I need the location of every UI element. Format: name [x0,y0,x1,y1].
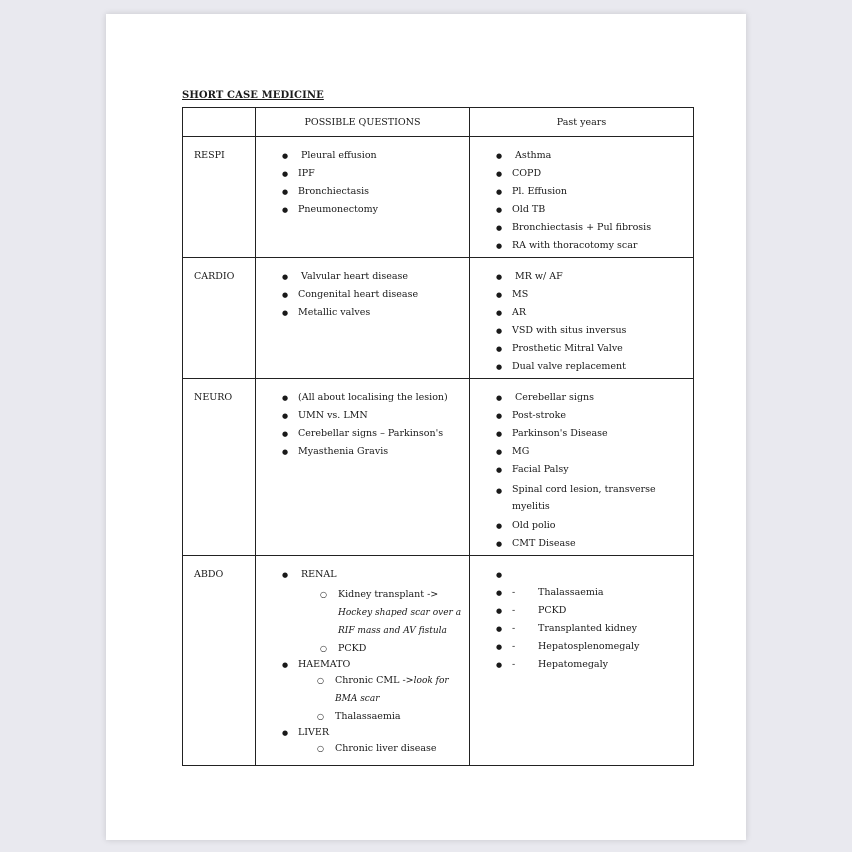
list-item [496,568,693,586]
list-item [496,604,693,622]
dash-mark: - [512,659,516,670]
kidney-transplant-text: Kidney transplant -> [338,589,439,600]
renal-label: RENAL [301,569,337,580]
list-item: ● Asthma [496,149,693,167]
table-row [183,556,694,766]
list-item: ● Cerebellar signs [496,391,693,409]
list-item: ● MS [496,288,693,306]
system-label: CARDIO [194,271,235,282]
short-case-table [182,107,694,766]
sub-list-item [317,672,469,708]
dash-mark: - [512,623,516,634]
questions-cell [256,137,470,258]
table-row [183,258,694,379]
list-item: ● Pl. Effusion [496,185,693,203]
system-label: ABDO [194,569,224,580]
table-row [183,137,694,258]
sub-list-item: ○ PCKD [320,640,469,658]
list-item [496,658,693,676]
system-label: RESPI [194,150,225,161]
list-item-text: Thalassaemia [538,587,604,598]
list-item: ● Pneumonectomy [282,203,469,221]
list-item: ● Prosthetic Mitral Valve [496,342,693,360]
list-item: ● MR w/ AF [496,270,693,288]
header-cell-questions: POSSIBLE QUESTIONS [256,108,470,137]
list-item: ● Old TB [496,203,693,221]
list-item: ● Old polio [496,519,693,537]
questions-cell [256,556,470,766]
document-page [106,14,746,840]
past-years-cell [470,258,694,379]
list-item [496,640,693,658]
list-item [282,658,469,726]
cml-text: Chronic CML -> [335,675,414,686]
list-item [282,726,469,758]
sub-list-item [320,586,469,640]
sub-list-item: ○ Thalassaemia [317,708,469,726]
list-item: ● COPD [496,167,693,185]
list-item: ● Post-stroke [496,409,693,427]
header-row [183,108,694,137]
questions-cell [256,258,470,379]
haemato-label: HAEMATO [298,659,351,670]
list-item [496,586,693,604]
list-item: ● Bronchiectasis + Pul fibrosis [496,221,693,239]
system-cell [183,258,256,379]
cml-note: look for BMA scar [335,676,449,704]
list-item: ● Myasthenia Gravis [282,445,469,463]
system-label: NEURO [194,392,233,403]
list-item: ● Cerebellar signs – Parkinson's [282,427,469,445]
system-cell [183,556,256,766]
header-cell-system [183,108,256,137]
list-item: ● Pleural effusion [282,149,469,167]
table-row [183,379,694,556]
list-item-text: PCKD [538,605,567,616]
document-title: SHORT CASE MEDICINE [182,90,324,101]
list-item: ● Valvular heart disease [282,270,469,288]
sub-list-item: ○ Chronic liver disease [317,740,469,758]
list-item: ● Parkinson's Disease [496,427,693,445]
system-cell [183,137,256,258]
list-item: ● AR [496,306,693,324]
list-item: ● VSD with situs inversus [496,324,693,342]
list-item: ● Metallic valves [282,306,469,324]
list-item [496,622,693,640]
dash-mark: - [512,587,516,598]
dash-mark: - [512,605,516,616]
past-years-cell [470,379,694,556]
dash-mark: - [512,641,516,652]
list-item: ● Facial Palsy [496,463,693,481]
list-item: ● MG [496,445,693,463]
past-years-cell [470,556,694,766]
list-item: ● IPF [282,167,469,185]
liver-label: LIVER [298,727,330,738]
system-cell [183,379,256,556]
list-item: ● UMN vs. LMN [282,409,469,427]
list-item-text: Hepatosplenomegaly [538,641,640,652]
list-item: ● Spinal cord lesion, transverse myelitis [496,481,693,519]
list-item: ● (All about localising the lesion) [282,391,469,409]
list-item: ● Congenital heart disease [282,288,469,306]
list-item: ● RA with thoracotomy scar [496,239,693,257]
list-item [282,568,469,658]
past-years-cell [470,137,694,258]
list-item: ● Bronchiectasis [282,185,469,203]
list-item-text: Hepatomegaly [538,659,608,670]
list-item-text: Transplanted kidney [538,623,637,634]
list-item: ● CMT Disease [496,537,693,555]
header-cell-past-years: Past years [470,108,694,137]
questions-cell [256,379,470,556]
kidney-transplant-note: Hockey shaped scar over a RIF mass and AV fistula [338,608,462,636]
list-item: ● Dual valve replacement [496,360,693,378]
